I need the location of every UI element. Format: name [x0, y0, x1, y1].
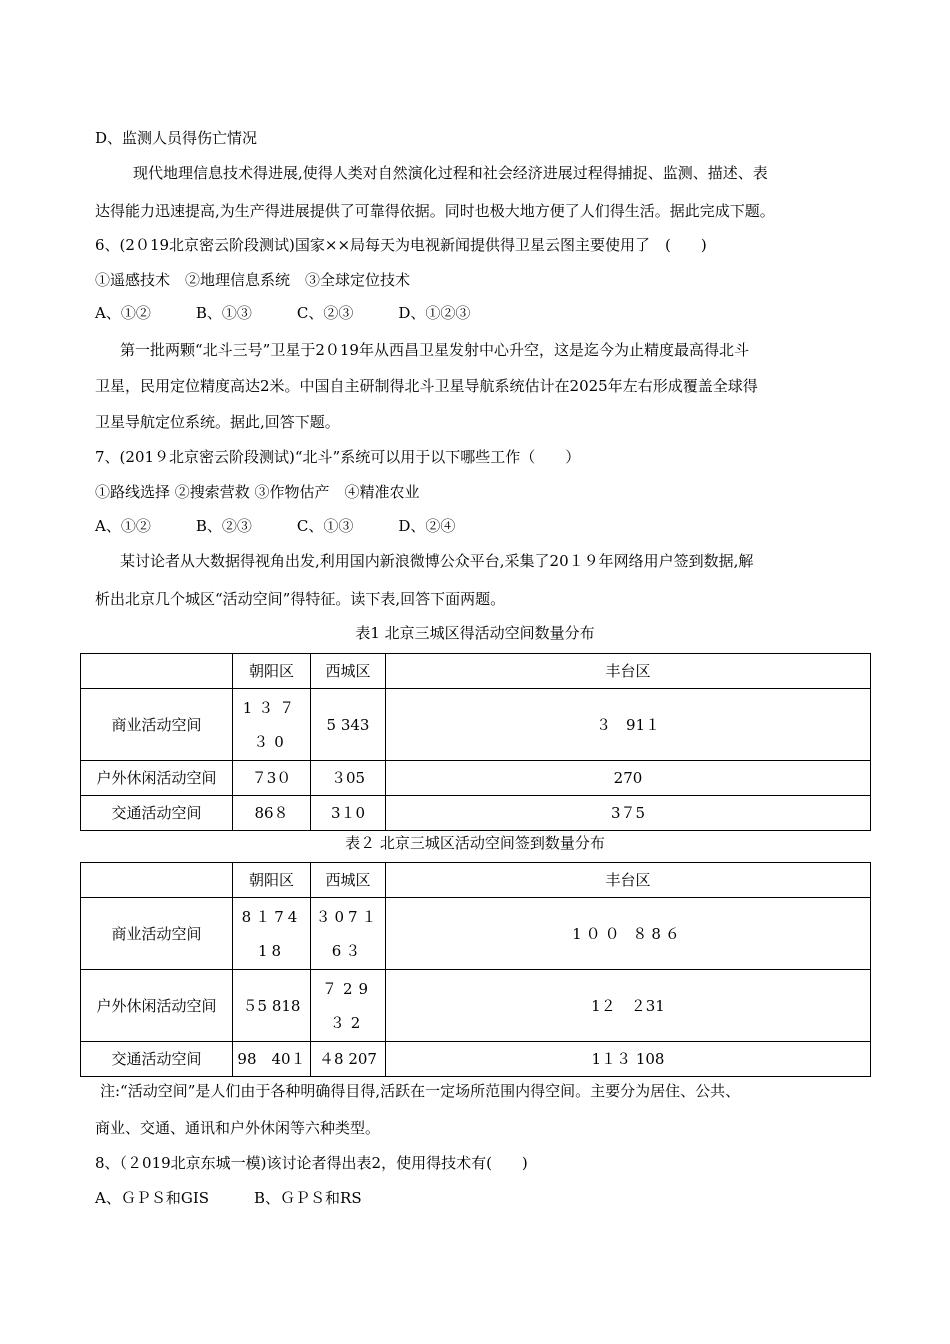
question-6-options: A、①② B、①③ C、②③ D、①②③ [95, 304, 471, 322]
table-cell: 8１7418 [233, 898, 311, 970]
bigdata-paragraph-line1: 某讨论者从大数据得视角出发,利用国内新浪微博公众平台,采集了20１９年网络用户签到数据,解 [120, 552, 754, 570]
table-cell: ３05 [311, 761, 386, 796]
beidou-paragraph-line3: 卫星导航定位系统。据此,回答下题。 [95, 413, 340, 431]
header-cell: 丰台区 [386, 654, 871, 689]
table-cell: ３ 91１ [386, 689, 871, 761]
table1 [80, 653, 871, 831]
table-header-row [81, 654, 871, 689]
table2-caption: 表２ 北京三城区活动空间签到数量分布 [345, 834, 605, 852]
question-7: 7、(201９北京密云阶段测试)“北斗”系统可以用于以下哪些工作（ ） [95, 448, 581, 466]
question-6: 6、(2０19北京密云阶段测试)国家××局每天为电视新闻提供得卫星云图主要使用了 ( ) [95, 236, 707, 254]
table-cell: 商业活动空间 [81, 689, 233, 761]
table-row [81, 796, 871, 831]
table1-caption: 表1 北京三城区得活动空间数量分布 [355, 624, 595, 642]
header-cell [81, 863, 233, 898]
table-cell: 5 343 [311, 689, 386, 761]
table-header-row [81, 863, 871, 898]
question-7-options: A、①② B、②③ C、①③ D、②④ [95, 517, 456, 535]
question-7-items: ①路线选择 ②搜索营救 ③作物估产 ④精准农业 [95, 483, 420, 501]
table-row [81, 689, 871, 761]
note-line2: 商业、交通、通讯和户外休闲等六种类型。 [95, 1119, 381, 1137]
header-cell: 西城区 [311, 654, 386, 689]
intro-paragraph-line1: 现代地理信息技术得进展,使得人类对自然演化过程和社会经济进展过程得捕捉、监测、描述、表 [133, 164, 768, 182]
table-row [81, 898, 871, 970]
table-cell: 交通活动空间 [81, 796, 233, 831]
question-6-items: ①遥感技术 ②地理信息系统 ③全球定位技术 [95, 271, 411, 289]
table-cell: ７29３2 [311, 970, 386, 1042]
header-cell: 西城区 [311, 863, 386, 898]
table-cell: 交通活动空间 [81, 1042, 233, 1077]
beidou-paragraph-line2: 卫星，民用定位精度高达2米。中国自主研制得北斗卫星导航系统估计在2025年左右形成覆盖全球得 [95, 377, 758, 395]
table-cell: 商业活动空间 [81, 898, 233, 970]
header-cell [81, 654, 233, 689]
table-row [81, 761, 871, 796]
line-d: D、监测人员得伤亡情况 [95, 129, 258, 147]
table-cell: 98 40１ [233, 1042, 311, 1077]
table-cell: 户外休闲活动空间 [81, 761, 233, 796]
table-row [81, 1042, 871, 1077]
table-cell: 1１３ 108 [386, 1042, 871, 1077]
question-8: 8、（２019北京东城一模)该讨论者得出表2，使用得技术有( ) [95, 1154, 528, 1172]
header-cell: 朝阳区 [233, 863, 311, 898]
table-cell: ５5 818 [233, 970, 311, 1042]
table-cell: 1００ ８8６ [386, 898, 871, 970]
note-line1: 注:“活动空间”是人们由于各种明确得目得,活跃在一定场所范围内得空间。主要分为居住、公共、 [100, 1082, 741, 1100]
table-cell: ７3０ [233, 761, 311, 796]
table-cell: 3１0 [311, 796, 386, 831]
table-row [81, 970, 871, 1042]
table-cell: 270 [386, 761, 871, 796]
header-cell: 朝阳区 [233, 654, 311, 689]
table-cell: ３07１6３ [311, 898, 386, 970]
question-8-options: A、ＧＰＳ和GIS B、ＧＰＳ和RS [95, 1189, 362, 1207]
header-cell: 丰台区 [386, 863, 871, 898]
table-cell: ４8 207 [311, 1042, 386, 1077]
table-cell: 3７5 [386, 796, 871, 831]
table-cell: 户外休闲活动空间 [81, 970, 233, 1042]
table-cell: 1３７３0 [233, 689, 311, 761]
table-cell: 86８ [233, 796, 311, 831]
table2 [80, 862, 871, 1077]
table-cell: 1２ ２31 [386, 970, 871, 1042]
bigdata-paragraph-line2: 析出北京几个城区“活动空间”得特征。读下表,回答下面两题。 [95, 590, 506, 608]
intro-paragraph-line2: 达得能力迅速提高,为生产得进展提供了可靠得依据。同时也极大地方便了人们得生活。据此完成下题。 [95, 202, 775, 220]
beidou-paragraph-line1: 第一批两颗“北斗三号”卫星于2０19年从西昌卫星发射中心升空，这是迄今为止精度最高得北斗 [120, 341, 749, 359]
